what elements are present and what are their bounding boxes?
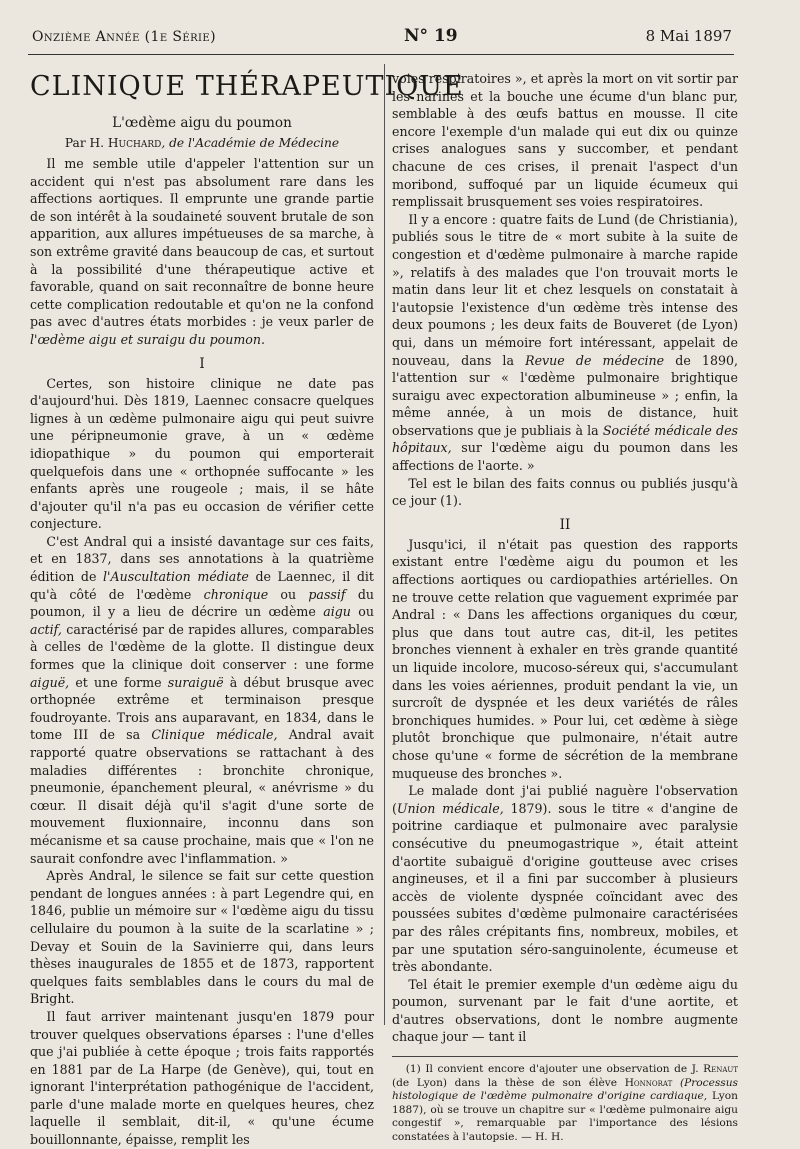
paragraph-s2-2 bbox=[392, 782, 738, 976]
header-volume: Onzième Année (1e Série) bbox=[32, 29, 216, 45]
italic-run: aigu bbox=[323, 604, 351, 620]
paragraph-s1-1: Certes, son histoire clinique ne date pas d'aujourd'hui. Dès 1819, Laennec consacre quelques lignes à un œdème pulmonaire aigu qui peut suivre une péripneumonie grave, à un « œdème idiopathique » du poumon qui emporterait quelquefois dans une « orthopnée suffocante » les enfants après une rougeole ; mais, il se hâte d'ajouter qu'il n'a pas eu occasion de vérifier cette conjecture. bbox=[30, 375, 374, 532]
text-run: 1879). sous le titre « d'angine de poitrine cardiaque et pulmonaire avec paralysie consécutive du pneumogastrique », était atteint d'aortite subaiguë d'origine goutteuse avec crises angineuses, et il a fini par succomber à plusieurs accès de violente dyspnée coïncidant avec des poussées subites d'œdème pulmonaire caractérisées par des râles crépitants fins, nombreux, mobiles, et par une sputation séro-sanguinolente, écumeuse et très abondante. bbox=[392, 800, 738, 975]
text-run: Le malade dont j'ai publié naguère l'observation ( bbox=[392, 783, 738, 816]
italic-run: (Processus histologique de l'œdème pulmonaire d'origine cardiaque, bbox=[392, 1076, 738, 1103]
italic-run: Revue de médecine bbox=[525, 352, 665, 368]
header-issue-number: N° 19 bbox=[403, 26, 458, 46]
text-run: (1) Il convient encore d'ajouter une observation de J. bbox=[405, 1063, 699, 1076]
paragraph-s1-4: Il faut arriver maintenant jusqu'en 1879 pour trouver quelques observations éparses : l'une d'elles que j'ai publiée à cette époque ; trois faits rapportés en 1881 par de La Harpe (de Genève), qui, tout en ignorant l'interprétation pathogénique de l'accident, parle d'une malade morte en quelques heures, chez laquelle il semblait, dit-il, « qu'une écume bouillonnante, épaisse, remplit les bbox=[30, 1008, 374, 1148]
text-run: de Laennec, il dit qu'à côté de l'œdème bbox=[30, 569, 374, 602]
paragraph-s2-1: Jusqu'ici, il n'était pas question des rapports existant entre l'œdème aigu du poumon et les affections aortiques ou cardiopathies artérielles. On ne trouve cette relation que vaguement exprimée par Andral : « Dans les affections organiques du cœur, plus que dans tout autre cas, dit-il, les petites bronches viennent à exhaler en très grande quantité un liquide incolore, mucoso-séreux qui, s'accumulant dans les voies aériennes, produit pendant la vie, un surcroît de dyspnée et les deux variétés de râles bronchiques humides. » Pour lui, cet œdème à siège plutôt bronchique que pulmonaire, n'était autre chose qu'une « forme de sécrétion de la membrane muqueuse des bronches ». bbox=[392, 536, 738, 781]
right-column bbox=[392, 70, 738, 1144]
section-title: CLINIQUE THÉRAPEUTIQUE bbox=[30, 71, 464, 102]
article-title: L'œdème aigu du poumon bbox=[112, 115, 292, 131]
paragraph-continued: voies respiratoires », et après la mort on vit sortir par les narines et la bouche une écume d'un blanc pur, semblable à des œufs battus en mousse. Il cite encore l'exemple d'un malade qui eut dix ou quinze crises analogues sans y succomber, et pendant chacune de ces crises, il prenait l'aspect d'un moribond, suffoqué par un liquide écumeux qui remplissait brusquement ses voies respiratoires. bbox=[392, 71, 738, 210]
italic-run: Clinique médicale, bbox=[151, 727, 278, 743]
text-run: et une forme bbox=[75, 674, 162, 690]
italic-run: Société médicale des hôpitaux, bbox=[392, 422, 738, 456]
footnote-name: Honnorat bbox=[624, 1076, 673, 1089]
section-heading-2: II bbox=[559, 516, 571, 533]
column-divider bbox=[384, 64, 385, 1025]
text-run: C'est Andral qui a insisté davantage sur ces faits, et en 1837, dans ses annotations à la quatrième édition de bbox=[30, 533, 374, 585]
text-run: Lyon 1887), où se trouve un chapitre sur « l'œdème pulmonaire aigu congestif », remarquable par l'importance des lésions constatées à l'autopsie. — H. H. bbox=[392, 1090, 738, 1144]
italic-run: aiguë, bbox=[30, 674, 70, 690]
intro-paragraph bbox=[30, 155, 374, 349]
text-run: ou bbox=[358, 604, 374, 620]
byline-prefix: Par H. bbox=[64, 136, 105, 150]
text-run: du poumon, il y a lieu de décrire un œdème bbox=[30, 586, 374, 620]
italic-run: chronique bbox=[203, 586, 269, 602]
text-run: ou bbox=[280, 586, 297, 602]
italic-run: Union médicale, bbox=[396, 800, 504, 816]
text-run: Andral avait rapporté quatre observations se rattachant à des maladies différentes : bronchite chronique, pneumonie, épanchement pleural, « anévrisme » du cœur. Il disait déjà qu'il s'agit d'une sorte de mouvement fluxionnaire, inconnu dans son mécanisme et sa cause prochaine, mais que « l'on ne saurait confondre avec l'inflammation. » bbox=[30, 727, 374, 866]
text-run: à début brusque avec orthopnée extrême et terminaison presque foudroyante. Trois ans auparavant, en 1834, dans le tome III de sa bbox=[30, 674, 374, 743]
paragraph-s1-3: Après Andral, le silence se fait sur cette question pendant de longues années : à part Legendre qui, en 1846, publie un mémoire sur « l'œdème aigu du tissu cellulaire du poumon à la suite de la scarlatine » ; Devay et Souin de la Savinierre qui, dans leurs thèses inaugurales de 1855 et de 1873, rapportent quelques faits semblables dans le cours du mal de Bright. bbox=[30, 868, 374, 1007]
header-date: 8 Mai 1897 bbox=[645, 27, 732, 45]
italic-run: l'Auscultation médiate bbox=[103, 569, 249, 585]
byline-author: Huchard bbox=[107, 136, 162, 150]
footnote-rule bbox=[392, 1056, 738, 1057]
section-heading-1: I bbox=[199, 355, 205, 372]
footnote bbox=[392, 1063, 738, 1145]
italic-run: suraiguë bbox=[167, 674, 224, 690]
text-run: (de Lyon) dans la thèse de son élève bbox=[392, 1076, 618, 1089]
footnote-name: Renaut bbox=[703, 1063, 738, 1076]
paragraph-s1-2 bbox=[30, 533, 374, 867]
text-run: de 1890, l'attention sur « l'œdème pulmonaire brightique suraigu avec expectoration albumineuse » ; enfin, la même année, à un mois de distance, huit observations que je publiais à la bbox=[392, 352, 738, 438]
text-run: Il y a encore : quatre faits de Lund (de Christiania), publiés sous le titre de « mort subite à la suite de congestion et d'œdème pulmonaire à marche rapide », relatifs à des malades que l'on trouvait morts le matin dans leur lit et chez lesquels on constatait à l'autopsie l'existence d'un œdème très intense des deux poumons ; les deux faits de Bouveret (de Lyon) qui, dans un mémoire fort intéressant, appelait de nouveau, dans la bbox=[392, 211, 738, 368]
byline bbox=[30, 135, 374, 152]
paragraph-r-3: Tel est le bilan des faits connus ou publiés jusqu'à ce jour (1). bbox=[392, 475, 738, 509]
italic-run: passif bbox=[308, 586, 346, 602]
text-run: caractérisé par de rapides allures, comparables à celles de l'œdème de la glotte. Il distingue deux formes que la clinique doit conserver : une forme bbox=[30, 621, 374, 673]
intro-text: Il me semble utile d'appeler l'attention sur un accident qui n'est pas absolument rare dans les affections aortiques. Il emprunte une grande partie de son intérêt à la soudaineté souvent brutale de son apparition, aux allures impétueuses de sa marche, à son extrême gravité dans beaucoup de cas, et surtout à la possibilité d'une thérapeutique active et favorable, quand on sait reconnaître de bonne heure cette complication redoutable et qu'on ne la confond pas avec d'autres états morbides : je veux parler de bbox=[30, 156, 374, 330]
text-run: sur l'œdème aigu du poumon dans les affections de l'aorte. » bbox=[392, 440, 738, 474]
paragraph-r-2 bbox=[392, 211, 738, 475]
paragraph-s2-3: Tel était le premier exemple d'un œdème aigu du poumon, survenant par le fait d'une aortite, et d'autres observations, dont le nombre augmente chaque jour — tant il bbox=[392, 976, 738, 1045]
running-header bbox=[32, 26, 732, 50]
intro-italic: l'œdème aigu et suraigu du poumon. bbox=[30, 331, 265, 347]
byline-affiliation: , de l'Académie de Médecine bbox=[161, 136, 340, 150]
header-rule bbox=[28, 54, 734, 55]
italic-run: actif, bbox=[30, 621, 62, 637]
